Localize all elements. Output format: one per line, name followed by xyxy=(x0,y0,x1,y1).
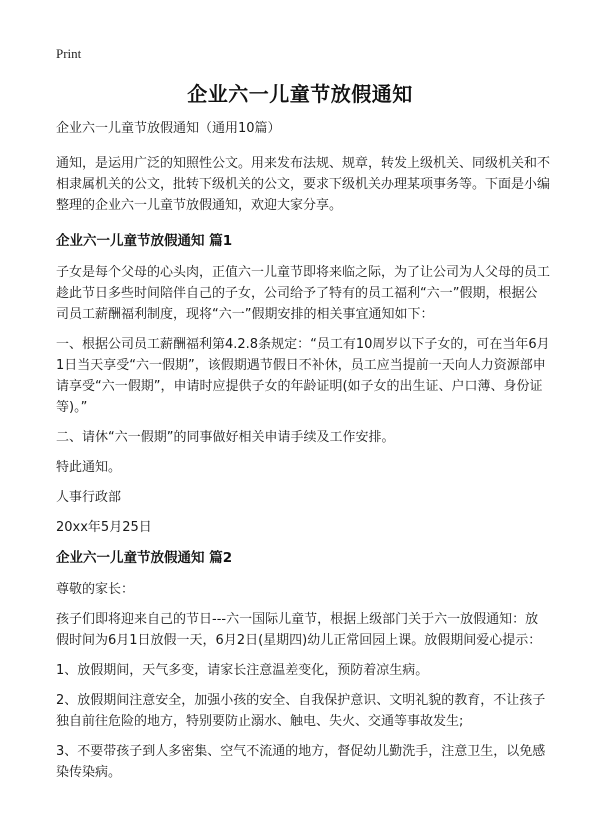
section-heading-2: 企业六一儿童节放假通知 篇2 xyxy=(56,550,233,566)
section1-paragraph-1: 子女是每个父母的心头肉，正值六一儿童节即将来临之际，为了让公司为人父母的员工趁此节日多些时间陪伴自己的子女，公司给予了特有的员工福利“六一”假期，根据公司员工薪酬福利制度，现将“六一”假期安排的相关事宜通知如下： xyxy=(56,265,551,322)
section2-paragraph-2: 1、放假期间，天气多变，请家长注意温差变化，预防着凉生病。 xyxy=(56,663,429,678)
section1-paragraph-2: 一、根据公司员工薪酬福利第4.2.8条规定：“员工有10周岁以下子女的，可在当年6月1日当天享受“六一假期”，该假期遇节假日不补休，员工应当提前一天向人力资源部申请享受“六一假期”，申请时应提供子女的年龄证明(如子女的出生证、户口薄、身份证等)。” xyxy=(56,337,550,415)
section1-paragraph-3: 二、请休“六一假期”的同事做好相关申请手续及工作安排。 xyxy=(56,430,395,445)
section1-signature: 人事行政部 xyxy=(56,490,122,505)
intro-paragraph: 通知，是运用广泛的知照性公文。用来发布法规、规章，转发上级机关、同级机关和不相隶属机关的公文，批转下级机关的公文，要求下级机关办理某项事务等。下面是小编整理的企业六一儿童节放假通知，欢迎大家分享。 xyxy=(56,156,551,213)
document-subtitle: 企业六一儿童节放假通知（通用10篇） xyxy=(56,121,281,136)
document-body xyxy=(56,118,550,792)
section2-paragraph-1: 孩子们即将迎来自己的节日---六一国际儿童节，根据上级部门关于六一放假通知：放假时间为6月1日放假一天，6月2日(星期四)幼儿正常回园上课。放假期间爱心提示： xyxy=(56,612,542,648)
section1-date: 20xx年5月25日 xyxy=(56,520,152,535)
section1-paragraph-4: 特此通知。 xyxy=(56,460,122,475)
section2-paragraph-3: 2、放假期间注意安全，加强小孩的安全、自我保护意识、文明礼貌的教育，不让孩子独自前往危险的地方，特别要防止溺水、触电、失火、交通等事故发生; xyxy=(56,693,546,729)
print-link[interactable]: Print xyxy=(56,46,82,61)
section2-salutation: 尊敬的家长： xyxy=(56,582,135,597)
section-heading-1: 企业六一儿童节放假通知 篇1 xyxy=(56,233,233,249)
page-title: 企业六一儿童节放假通知 xyxy=(187,82,413,106)
section2-paragraph-4: 3、不要带孩子到人多密集、空气不流通的地方，督促幼儿勤洗手，注意卫生，以免感染传染病。 xyxy=(56,744,546,780)
